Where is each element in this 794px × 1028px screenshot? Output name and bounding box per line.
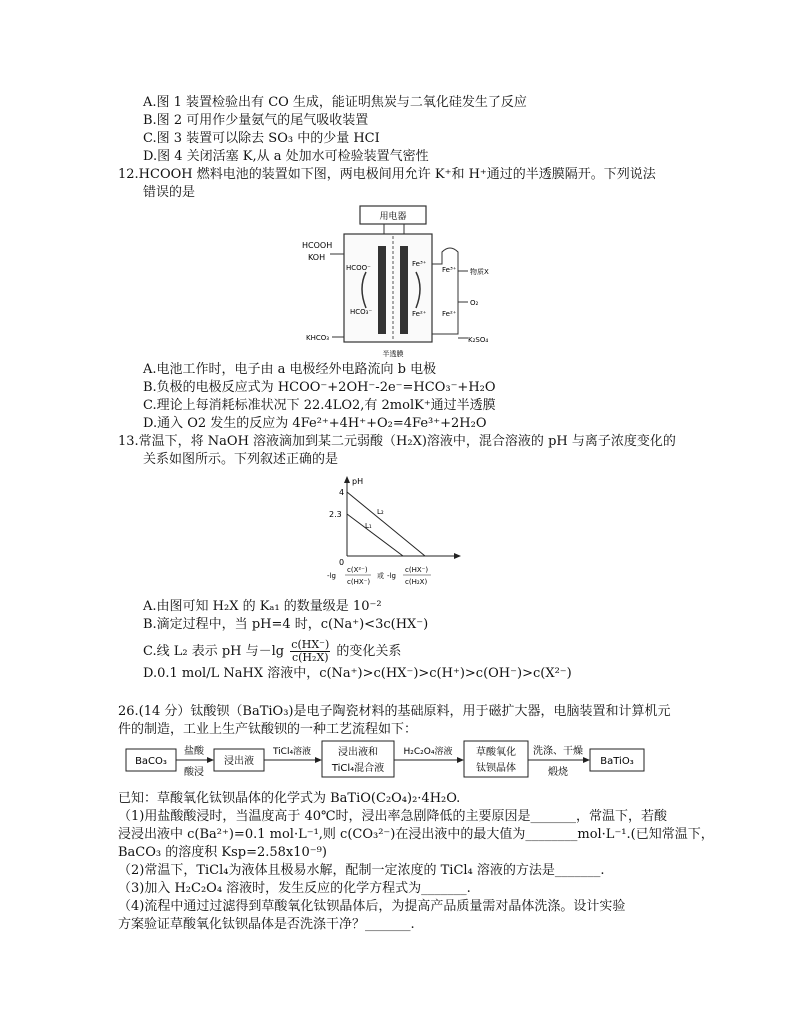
q11-option-a: A.图 1 装置检验出有 CO 生成，能证明焦炭与二氧化硅发生了反应 [143, 95, 527, 110]
q26-part1-line3: BaCO₃ 的溶度积 Ksp=2.58x10⁻⁹) [118, 845, 327, 860]
y-axis-arrow [344, 476, 350, 483]
fraction-denominator: c(H₂X) [291, 651, 329, 664]
regeneration-loop [432, 248, 458, 334]
origin-label: 0 [339, 558, 345, 567]
flow-box-baco3-label: BaCO₃ [135, 756, 167, 767]
flow-arrowhead-2 [315, 757, 322, 763]
tick-4: 4 [339, 488, 345, 497]
q26-part1-line2: 浸浸出液中 c(Ba²⁺)=0.1 mol·L⁻¹,则 c(CO₃²⁻)在浸出液中的最大值为________mol·L⁻¹.(已知常温下， [118, 827, 714, 842]
q26-part2: （2)常温下，TiCl₄为液体且极易水解，配制一定浓度的 TiCl₄ 溶液的方法是_______. [118, 863, 605, 878]
flow-arrow-4-top: 洗涤、干燥 [533, 746, 583, 757]
line-l1 [347, 514, 403, 556]
ion-fe3-cell: Fe³⁺ [412, 260, 427, 268]
q26-part1-line1: （1)用盐酸酸浸时，当温度高于 40℃时，浸出率急剧降低的主要原因是_______，常温下，若酸 [118, 809, 668, 824]
flow-box-mixture-line1: 浸出液和 [338, 747, 378, 758]
q13-option-c [143, 639, 401, 664]
flow-arrow-3-top: H₂C₂O₄溶液 [403, 747, 453, 757]
fraction-numerator: c(HX⁻) [291, 638, 330, 651]
fuel-cell-diagram [300, 204, 510, 362]
flow-arrowhead-3 [457, 757, 464, 763]
flow-box-mixture-line2: TiCl₄混合液 [331, 763, 385, 774]
ion-hcoo: HCOO⁻ [346, 264, 371, 272]
ph-chart [325, 474, 465, 596]
q26-part3: （3)加入 H₂C₂O₄ 溶液时，发生反应的化学方程式为_______. [118, 881, 471, 896]
xlabel-prefix-2: -lg [387, 572, 396, 580]
q13-option-c-fraction [290, 639, 330, 664]
q13-option-c-pre: C.线 L₂ 表示 pH 与－lg [143, 644, 285, 659]
q13-option-d: D.0.1 mol/L NaHX 溶液中，c(Na⁺)>c(HX⁻)>c(H⁺)>c(OH⁻)>c(X²⁻) [143, 666, 572, 681]
q12-option-c: C.理论上每消耗标准状况下 22.4LO2,有 2molK⁺通过半透膜 [143, 398, 496, 413]
xlabel-frac2-num: c(HX⁻) [405, 566, 429, 574]
q12-option-b: B.负极的电极反应式为 HCOO⁻+2OH⁻-2e⁻=HCO₃⁻+H₂O [143, 380, 496, 395]
flow-box-leachate-label: 浸出液 [224, 756, 254, 767]
xlabel-frac2-den: c(H₂X) [405, 578, 428, 586]
flow-box-crystal-line2: 钛钡晶体 [476, 763, 516, 774]
q26-stem-line2: 件的制造，工业上生产钛酸钡的一种工艺流程如下： [118, 722, 418, 737]
ion-hco3: HCO₃⁻ [350, 308, 373, 316]
q13-stem-line2: 关系如图所示。下列叙述正确的是 [143, 452, 339, 467]
process-flow-diagram [124, 739, 684, 791]
flow-arrowhead-4 [583, 757, 590, 763]
ion-fe2-cell: Fe²⁺ [412, 310, 427, 318]
outlet-k2so4: K₂SO₄ [468, 336, 489, 344]
q26-part4-line1: （4)流程中通过过滤得到草酸氧化钛钡晶体后，为提高产品质量需对晶体洗涤。设计实验 [118, 899, 626, 914]
electrode-b [400, 246, 408, 334]
outlet-khco3: KHCO₃ [306, 334, 330, 342]
q12-option-d: D.通入 O2 发生的反应为 4Fe²⁺+4H⁺+O₂=4Fe³⁺+2H₂O [143, 416, 487, 431]
electrode-a [378, 246, 386, 334]
xlabel-frac1-num: c(X²⁻) [347, 566, 368, 574]
flow-arrow-4-bottom: 煅烧 [548, 767, 568, 778]
q11-option-c: C.图 3 装置可以除去 SO₃ 中的少量 HCI [143, 131, 380, 146]
membrane-label: 半透膜 [382, 350, 404, 358]
device-label: 用电器 [379, 212, 407, 222]
q26-known: 已知：草酸氧化钛钡晶体的化学式为 BaTiO(C₂O₄)₂·4H₂O. [118, 791, 461, 806]
q26-stem-line1: 26.(14 分）钛酸钡（BaTiO₃)是电子陶瓷材料的基础原料，用于磁扩大器，电脑装置和计算机元 [118, 704, 671, 719]
label-l1: L₁ [365, 522, 372, 530]
flow-box-crystal-line1: 草酸氧化 [476, 747, 516, 758]
label-l2: L₂ [377, 508, 384, 516]
q11-option-d: D.图 4 关闭活塞 K,从 a 处加水可检验装置气密性 [143, 149, 429, 164]
flow-arrow-1-top: 盐酸 [184, 746, 204, 757]
xlabel-frac1-den: c(HX⁻) [347, 578, 371, 586]
flow-box-batio3-label: BaTiO₃ [600, 756, 634, 767]
line-l2 [347, 492, 425, 556]
q11-option-b: B.图 2 可用作少量氨气的尾气吸收装置 [143, 113, 369, 128]
cell-container [344, 234, 432, 342]
x-axis-arrow [454, 553, 461, 559]
q13-option-c-post: 的变化关系 [336, 644, 402, 659]
flow-arrow-1-bottom: 酸浸 [184, 767, 204, 778]
y-axis-label: pH [352, 477, 364, 486]
xlabel-prefix-1: -lg [327, 572, 336, 580]
xlabel-or: 或 [377, 572, 384, 580]
inlet-koh: KOH [308, 253, 326, 262]
ion-fe2-column: Fe²⁺ [442, 310, 457, 318]
ion-fe3-column: Fe³⁺ [442, 266, 457, 274]
q13-option-a: A.由图可知 H₂X 的 Kₐ₁ 的数量级是 10⁻² [143, 599, 382, 614]
q26-part4-line2: 方案验证草酸氧化钛钡晶体是否洗涤干净？_______. [118, 917, 415, 932]
q13-option-b: B.滴定过程中，当 pH=4 时，c(Na⁺)<3c(HX⁻) [143, 617, 429, 632]
label-substance-x: 物质X [470, 268, 489, 276]
flow-arrow-2-top: TiCl₄溶液 [272, 747, 312, 757]
q12-stem-line2: 错误的是 [143, 185, 196, 200]
tick-2-3: 2.3 [329, 510, 342, 519]
flow-arrowhead-1 [207, 757, 214, 763]
q13-stem-line1: 13.常温下，将 NaOH 溶液滴加到某二元弱酸（H₂X)溶液中，混合溶液的 pH 与离子浓度变化的 [118, 434, 676, 449]
q12-option-a: A.电池工作时，电子由 a 电极经外电路流向 b 电极 [143, 362, 437, 377]
q12-stem-line1: 12.HCOOH 燃料电池的装置如下图，两电极间用允许 K⁺和 H⁺通过的半透膜隔开。下列说法 [118, 167, 656, 182]
inlet-hcooh: HCOOH [302, 241, 333, 250]
label-o2: O₂ [470, 299, 479, 307]
